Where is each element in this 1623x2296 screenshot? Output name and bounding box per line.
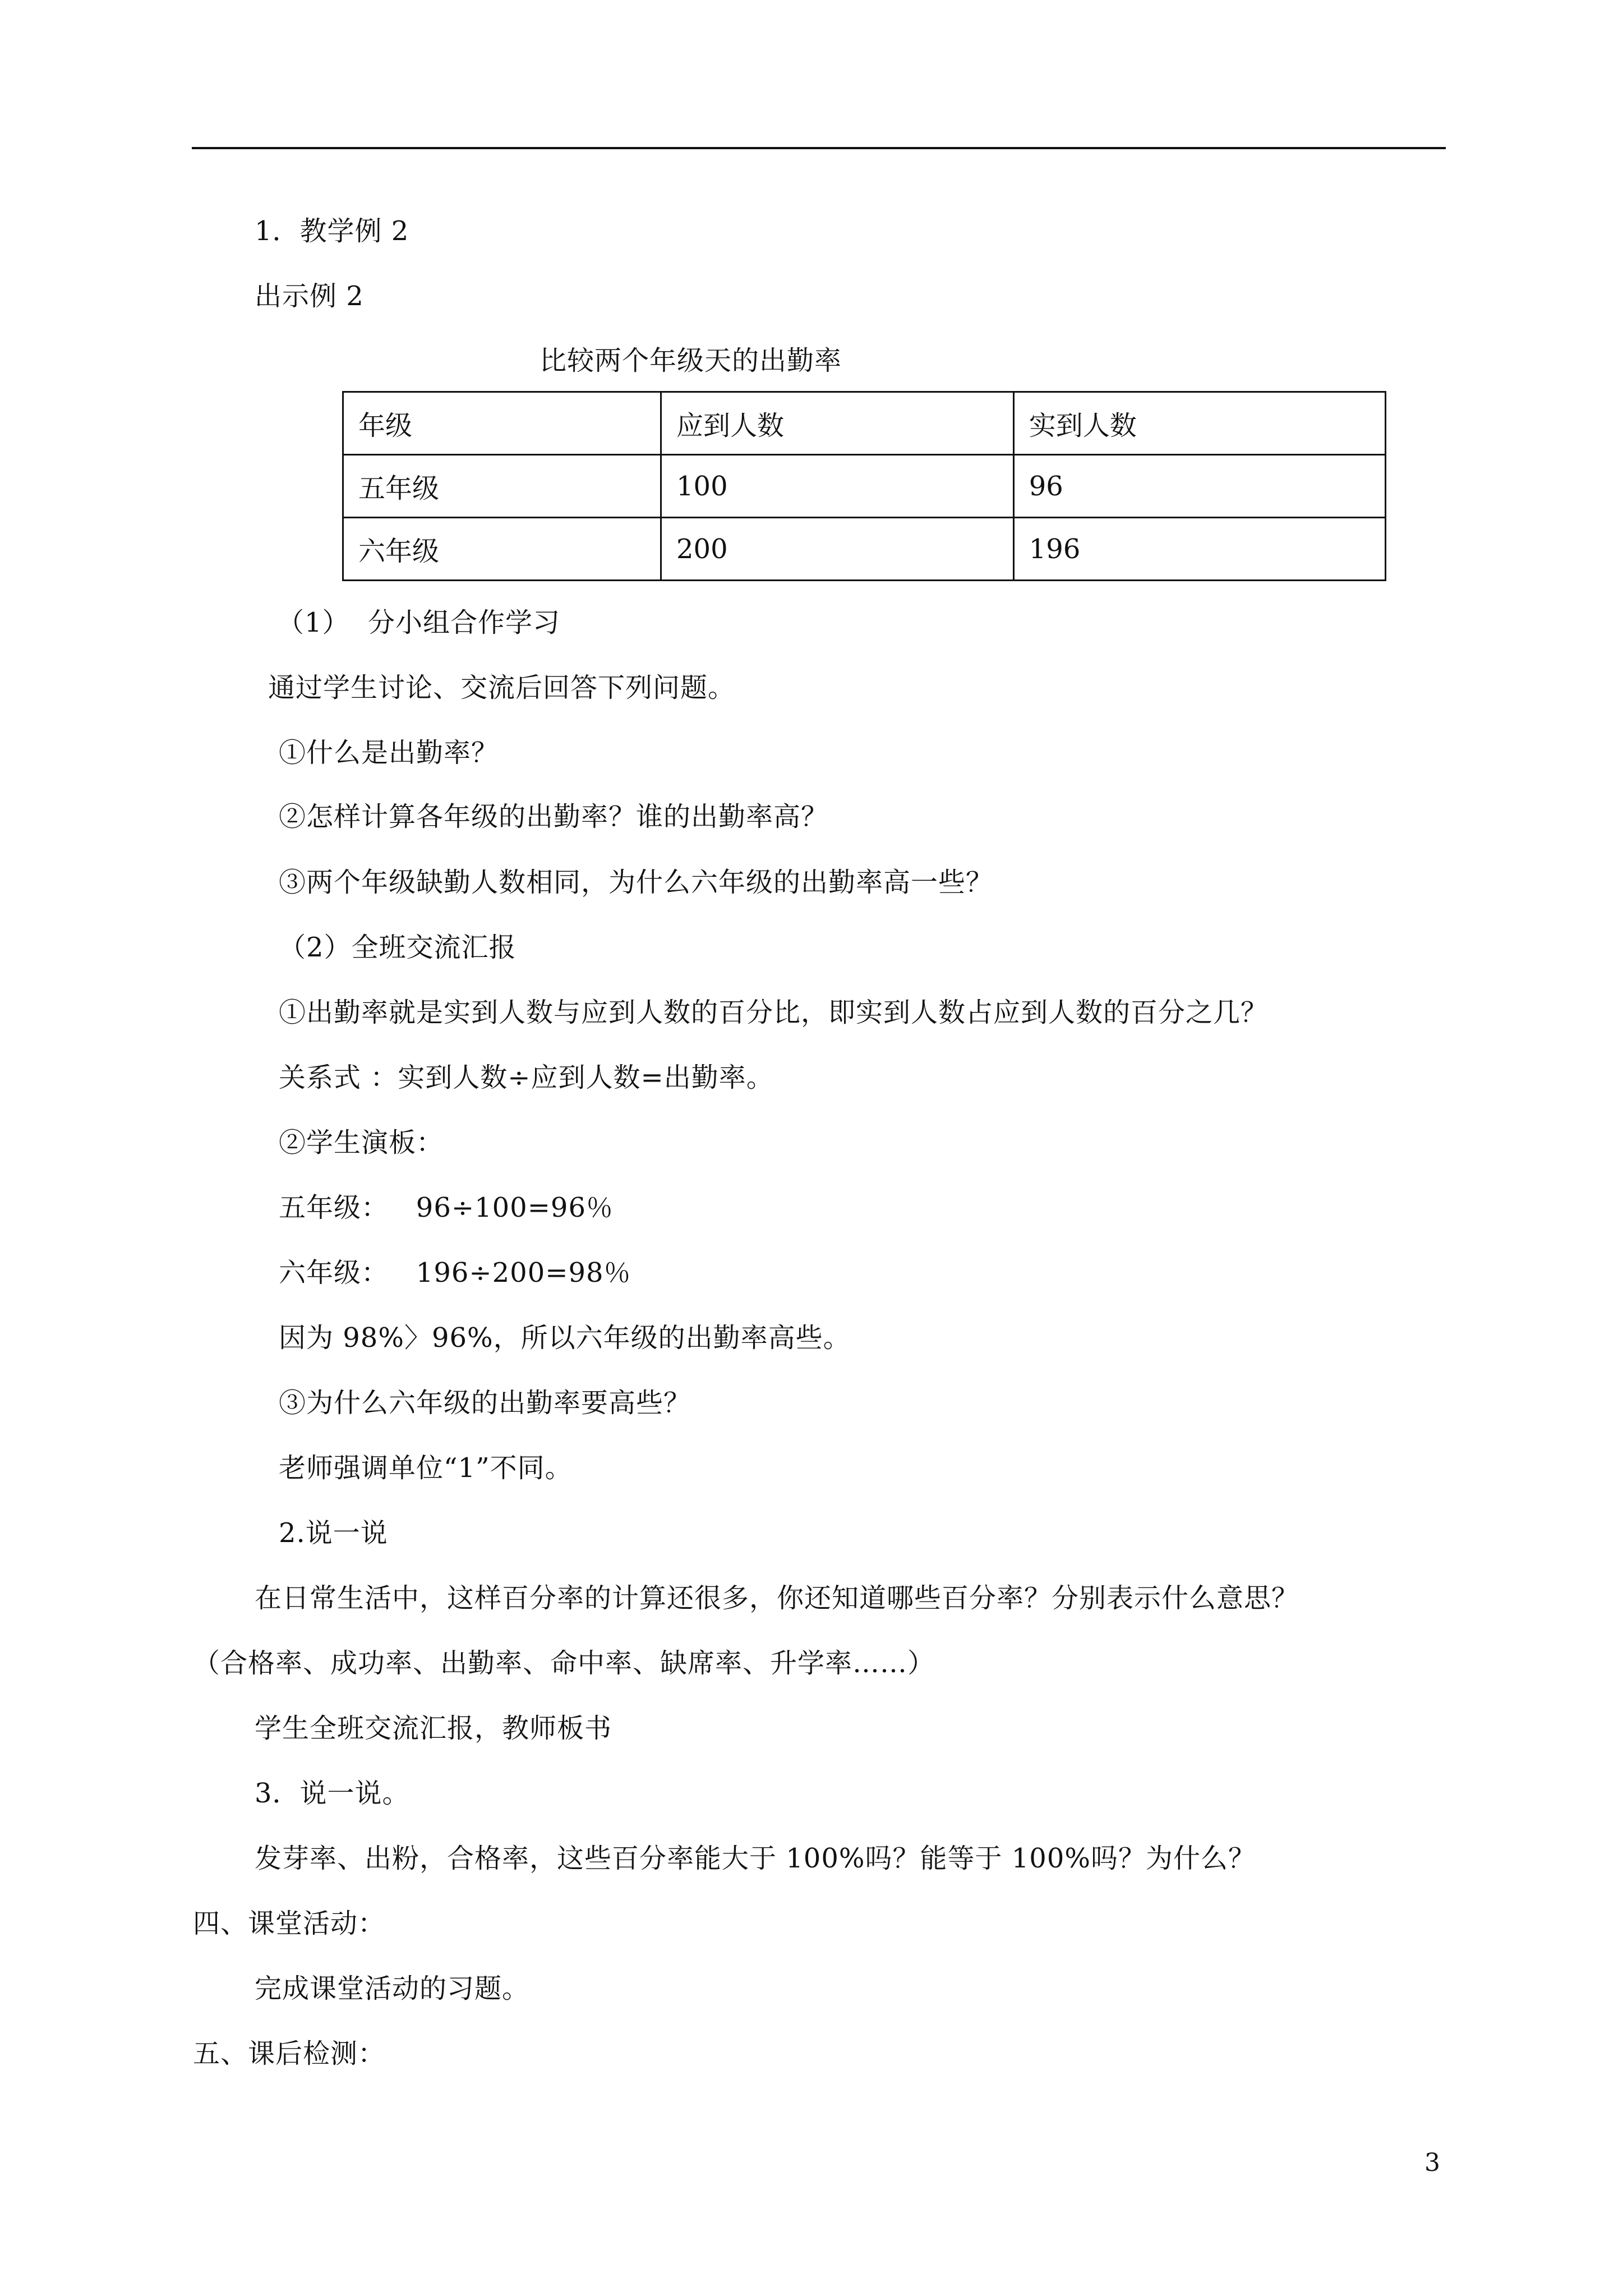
group-study-heading: （1） 分小组合作学习 xyxy=(277,607,561,638)
formula-line: 关系式 ：实到人数÷应到人数=出勤率。 xyxy=(279,1062,774,1093)
table-header-cell: 实到人数 xyxy=(1013,392,1385,455)
table-cell: 96 xyxy=(1013,455,1385,518)
table-header-cell: 应到人数 xyxy=(661,392,1014,455)
section-heading-5: 五、课后检测： xyxy=(193,2038,386,2069)
calc-grade-6: 六年级： 196÷200=98％ xyxy=(279,1257,631,1289)
paragraph: 学生全班交流汇报，教师板书 xyxy=(255,1713,612,1744)
table-title: 比较两个年级天的出勤率 xyxy=(540,345,842,376)
class-report-heading: （2）全班交流汇报 xyxy=(279,932,517,963)
header-rule xyxy=(192,147,1446,149)
paragraph: 通过学生讨论、交流后回答下列问题。 xyxy=(268,672,736,703)
paragraph: 完成课堂活动的习题。 xyxy=(255,1973,530,2004)
section-item-3: 3．说一说。 xyxy=(255,1778,410,1809)
answer-3: ③为什么六年级的出勤率要高些？ xyxy=(279,1387,691,1419)
example-heading: 出示例 2 xyxy=(255,280,364,312)
table-cell: 六年级 xyxy=(343,518,661,581)
question-3: ③两个年级缺勤人数相同，为什么六年级的出勤率高一些？ xyxy=(279,867,994,898)
table-row xyxy=(343,518,1386,581)
board-heading: ②学生演板： xyxy=(279,1127,444,1158)
teacher-note: 老师强调单位“1”不同。 xyxy=(279,1452,573,1484)
paragraph: 在日常生活中，这样百分率的计算还很多，你还知道哪些百分率？分别表示什么意思？ xyxy=(255,1582,1299,1614)
question-2: ②怎样计算各年级的出勤率？谁的出勤率高？ xyxy=(279,801,829,832)
question-1: ①什么是出勤率？ xyxy=(279,737,499,769)
table-cell: 196 xyxy=(1013,518,1385,581)
calc-grade-5: 五年级： 96÷100=96％ xyxy=(279,1192,614,1223)
table-cell: 100 xyxy=(661,455,1014,518)
table-row xyxy=(343,455,1386,518)
page-number: 3 xyxy=(1424,2148,1440,2177)
table-header-cell: 年级 xyxy=(343,392,661,455)
section-item-2: 2.说一说 xyxy=(279,1517,388,1549)
table-cell: 200 xyxy=(661,518,1014,581)
attendance-table xyxy=(342,391,1386,581)
paragraph: 发芽率、出粉，合格率，这些百分率能大于 100%吗？能等于 100%吗？为什么？ xyxy=(255,1843,1256,1874)
table-cell: 五年级 xyxy=(343,455,661,518)
section-heading-4: 四、课堂活动： xyxy=(193,1908,386,1939)
paragraph: （合格率、成功率、出勤率、命中率、缺席率、升学率……） xyxy=(193,1648,935,1679)
section-item-1: 1．教学例 2 xyxy=(255,215,409,247)
answer-1: ①出勤率就是实到人数与应到人数的百分比，即实到人数占应到人数的百分之几？ xyxy=(279,997,1269,1028)
comparison-line: 因为 98%〉96%，所以六年级的出勤率高些。 xyxy=(279,1322,851,1354)
table-header-row xyxy=(343,392,1386,455)
